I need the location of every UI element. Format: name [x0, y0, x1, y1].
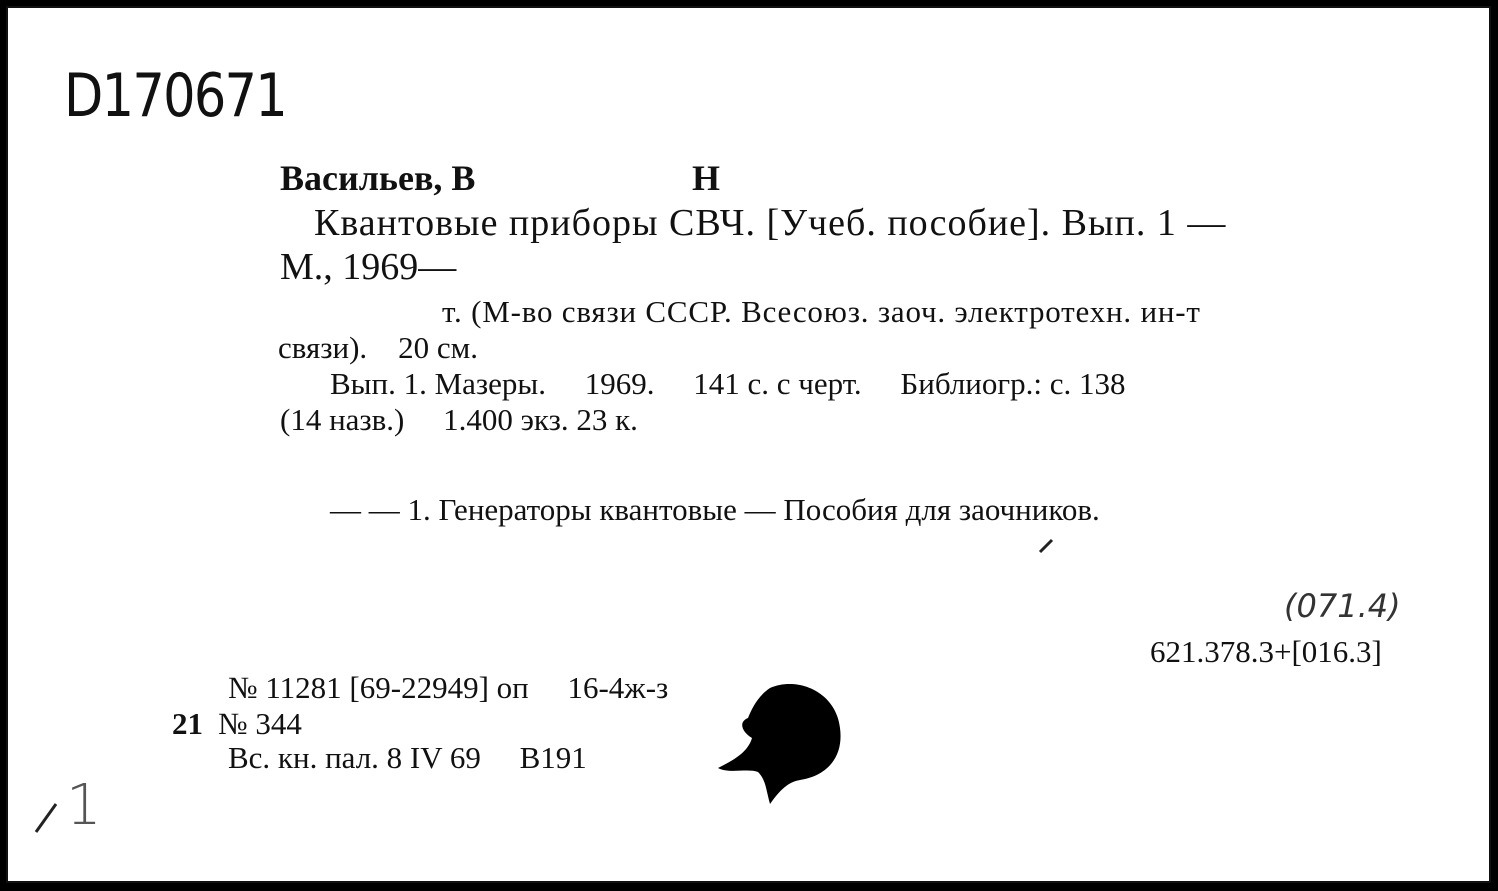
margin-slash-icon: [32, 798, 62, 838]
order-line: № 11281 [69-22949] оп 16-4ж-з: [228, 670, 669, 705]
catalog-card: [6, 6, 1491, 883]
copy-line: № 344: [218, 706, 302, 741]
ink-blot-icon: [708, 672, 848, 812]
volume-line-2: (14 назв.) 1.400 экз. 23 к.: [280, 402, 638, 437]
margin-mark: 1: [66, 773, 102, 838]
subject-heading: — — 1. Генераторы квантовые — Пособия для заочников.: [330, 492, 1100, 527]
author-initial: Н: [692, 158, 721, 198]
imprint: М., 1969—: [280, 246, 457, 288]
author-surname: Васильев, В: [280, 158, 476, 198]
series-line-2: связи). 20 см.: [278, 330, 479, 365]
registry-line: Вс. кн. пал. 8 IV 69 В191: [228, 740, 587, 775]
series-line-1: т. (М-во связи СССР. Всесоюз. заоч. электротехн. ин-т: [442, 294, 1201, 329]
copy-number: 21: [172, 706, 203, 741]
volume-line-1: Вып. 1. Мазеры. 1969. 141 с. с черт. Библиогр.: с. 138: [330, 366, 1126, 401]
pencil-tick-icon: [1038, 536, 1058, 556]
accession-number: D170671: [64, 61, 287, 131]
title-line: Квантовые приборы СВЧ. [Учеб. пособие]. Вып. 1 —: [314, 202, 1227, 244]
udc-handwritten: (071.4): [1284, 587, 1401, 625]
udc-number: 621.378.3+[016.3]: [1150, 634, 1382, 669]
